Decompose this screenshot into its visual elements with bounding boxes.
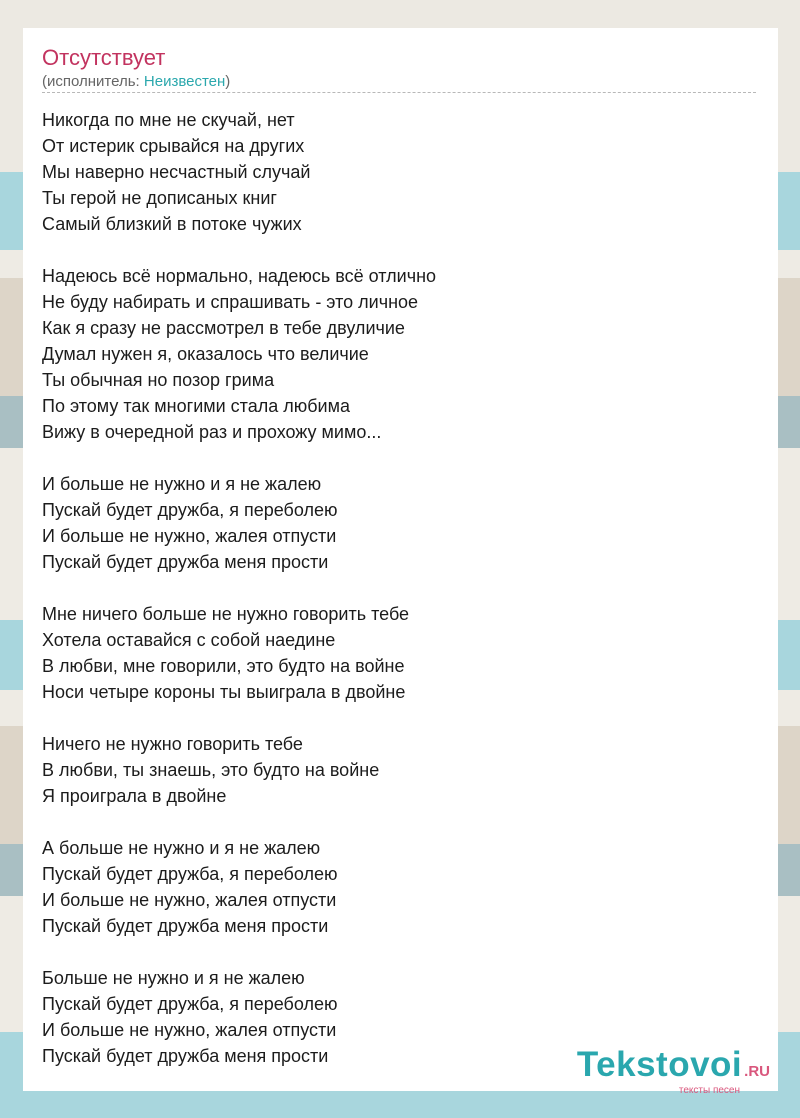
lyric-line: Думал нужен я, оказалось что величие bbox=[42, 344, 369, 364]
lyric-line: Как я сразу не рассмотрел в тебе двуличие bbox=[42, 318, 405, 338]
stanza-break bbox=[42, 939, 742, 965]
lyric-line: И больше не нужно и я не жалею bbox=[42, 474, 322, 494]
lyric-line: Пускай будет дружба меня прости bbox=[42, 552, 329, 572]
lyric-line: Мне ничего больше не нужно говорить тебе bbox=[42, 604, 410, 624]
lyric-line: Самый близкий в потоке чужих bbox=[42, 214, 302, 234]
lyric-line: По этому так многими стала любима bbox=[42, 396, 350, 416]
lyric-line: Пускай будет дружба, я переболею bbox=[42, 500, 338, 520]
logo-name: Tekstovoi bbox=[576, 1045, 743, 1084]
artist-suffix: ) bbox=[225, 73, 231, 90]
logo-tagline: тексты песен bbox=[678, 1085, 740, 1096]
lyric-line: Никогда по мне не скучай, нет bbox=[42, 110, 295, 130]
song-title: Отсутствует bbox=[42, 45, 166, 70]
stanza-break bbox=[42, 445, 742, 471]
lyric-line: В любви, ты знаешь, это будто на войне bbox=[42, 760, 380, 780]
stanza-break bbox=[42, 575, 742, 601]
lyric-line: Мы наверно несчастный случай bbox=[42, 162, 311, 182]
lyric-line: Пускай будет дружба меня прости bbox=[42, 916, 329, 936]
lyric-line: Вижу в очередной раз и прохожу мимо... bbox=[42, 422, 382, 442]
lyric-line: Надеюсь всё нормально, надеюсь всё отлично bbox=[42, 266, 437, 286]
logo-tld: .RU bbox=[744, 1063, 770, 1080]
title-divider bbox=[42, 92, 756, 93]
lyric-line: Я проиграла в двойне bbox=[42, 786, 227, 806]
stanza-break bbox=[42, 237, 742, 263]
lyrics-body bbox=[42, 107, 742, 1069]
lyric-line: Носи четыре короны ты выиграла в двойне bbox=[42, 682, 406, 702]
logo-wordmark bbox=[577, 1046, 770, 1091]
lyric-line: Больше не нужно и я не жалею bbox=[42, 968, 305, 988]
stanza-break bbox=[42, 705, 742, 731]
lyric-line: От истерик срывайся на других bbox=[42, 136, 305, 156]
lyric-line: И больше не нужно, жалея отпусти bbox=[42, 526, 337, 546]
lyric-line: А больше не нужно и я не жалею bbox=[42, 838, 321, 858]
site-logo[interactable] bbox=[577, 1046, 770, 1096]
artist-link[interactable]: Неизвестен bbox=[143, 73, 226, 90]
lyric-line: Пускай будет дружба, я переболею bbox=[42, 864, 338, 884]
artist-prefix: (исполнитель: bbox=[42, 73, 140, 90]
lyric-line: Не буду набирать и спрашивать - это личное bbox=[42, 292, 419, 312]
stanza-break bbox=[42, 809, 742, 835]
lyric-line: Ты обычная но позор грима bbox=[42, 370, 275, 390]
lyric-line: Ничего не нужно говорить тебе bbox=[42, 734, 303, 754]
lyric-line: Пускай будет дружба, я переболею bbox=[42, 994, 338, 1014]
lyric-line: В любви, мне говорили, это будто на войне bbox=[42, 656, 405, 676]
lyric-line: И больше не нужно, жалея отпусти bbox=[42, 1020, 337, 1040]
lyric-line: Хотела оставайся с собой наедине bbox=[42, 630, 336, 650]
lyrics-card bbox=[23, 28, 778, 1091]
artist-line bbox=[42, 73, 230, 91]
lyric-line: Пускай будет дружба меня прости bbox=[42, 1046, 329, 1066]
lyric-line: Ты герой не дописаных книг bbox=[42, 188, 277, 208]
lyric-line: И больше не нужно, жалея отпусти bbox=[42, 890, 337, 910]
